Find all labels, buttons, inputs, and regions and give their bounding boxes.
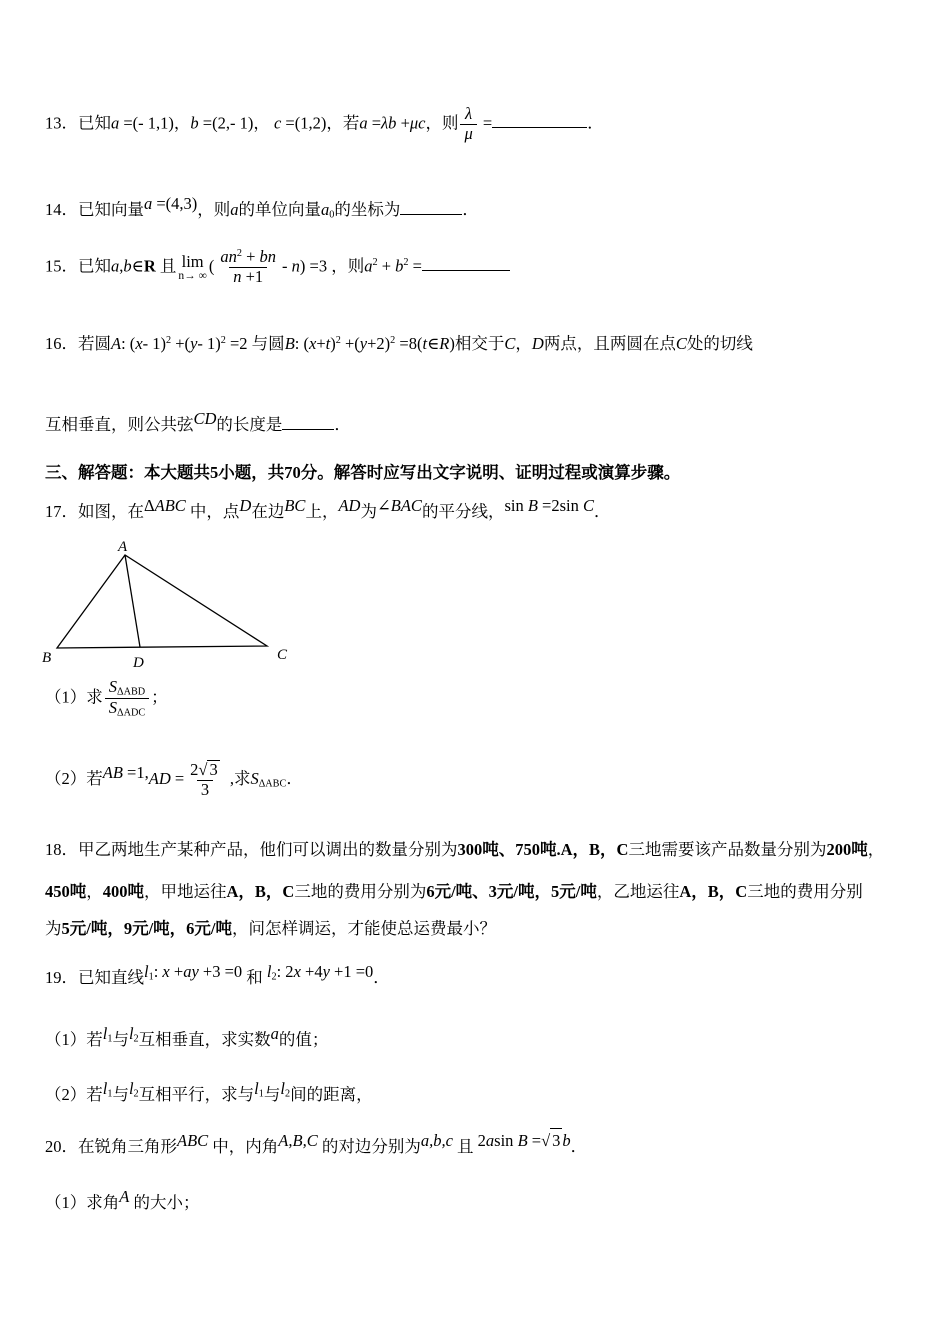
- question-13-text: 13．已知a =(- 1,1)，b =(2,- 1)， c =(1,2)，若a =λb +μc，则 $\frac{\lambda}{\mu}$ = ．: [45, 104, 604, 143]
- question-16-text-line1: 16．若圆A: (x- 1)$^2$ +(y- 1)$^2$ =2 与圆B: $(x+t)^2 +(y+2)^2$ =8(t∈R)相交于C，D两点，且两圆在点C处的切线: [45, 334, 753, 353]
- question-18-line2: 450吨，400吨，甲地运往A，B，C三地的费用分别为6元/吨、3元/吨，5元/吨，乙地运往A，B，C三地的费用分别: [45, 882, 863, 901]
- section-heading: 三、解答题：本大题共5小题，共70分。解答时应写出文字说明、证明过程或演算步骤。: [45, 463, 681, 482]
- question-20-text: 20．在锐角三角形ABC 中，内角A,B,C 的对边分别为a,b,c 且 2asin B =√ 3 b．: [45, 1128, 913, 1160]
- question-19-part1: （1）若l1与l2互相垂直，求实数a的值；: [45, 1024, 329, 1049]
- vertex-label-d: D: [133, 655, 144, 671]
- cevian-ad-line: [125, 555, 140, 647]
- question-16-text-line2: 互相垂直，则公共弦CD的长度是 ．: [45, 409, 351, 434]
- question-17-part1: （1）求 $\frac{\text{SΔABD}}{\text{SΔADC}}$ ；: [45, 677, 168, 719]
- triangle-outline: [57, 555, 267, 648]
- question-17-part2: （2）若AB =1,AD = $\frac{2√ 3}{3}$ ,求SΔABC．: [45, 760, 303, 799]
- question-18-line3: 为5元/吨，9元/吨，6元/吨，问怎样调运，才能使总运费最小？: [45, 919, 497, 938]
- question-19-text: 19．已知直线l1: x +ay +3 =0 和 l2: 2x +4y +1 =0．: [45, 962, 390, 987]
- question-14-text: 14．已知向量a =(4,3)，则a的单位向量a0的坐标为 ．: [45, 194, 479, 221]
- vertex-label-c: C: [277, 647, 288, 663]
- question-19-part2: （2）若l1与l2互相平行，求与l1与l2间的距离，: [45, 1079, 373, 1104]
- question-17-text: 17．如图，在ΔABC 中，点D在边BC上，AD为∠BAC的平分线，sin B =2sin C．: [45, 496, 611, 521]
- question-20-part1: （1）求角A 的大小；: [45, 1187, 200, 1212]
- vertex-label-a: A: [118, 540, 128, 555]
- question-15-text: 15．已知a,b∈R 且 lim n→ ∞ ( $\frac{an^2 + bn}{n +1}$ - n) =3 ，则$a^2 + b^2$ =: [45, 248, 913, 287]
- question-18-line1: 18．甲乙两地生产某种产品，他们可以调出的数量分别为300吨、750吨.A，B，C三地需要该产品数量分别为200吨，: [45, 840, 885, 859]
- vertex-label-b: B: [42, 650, 52, 666]
- triangle-figure: [40, 540, 340, 680]
